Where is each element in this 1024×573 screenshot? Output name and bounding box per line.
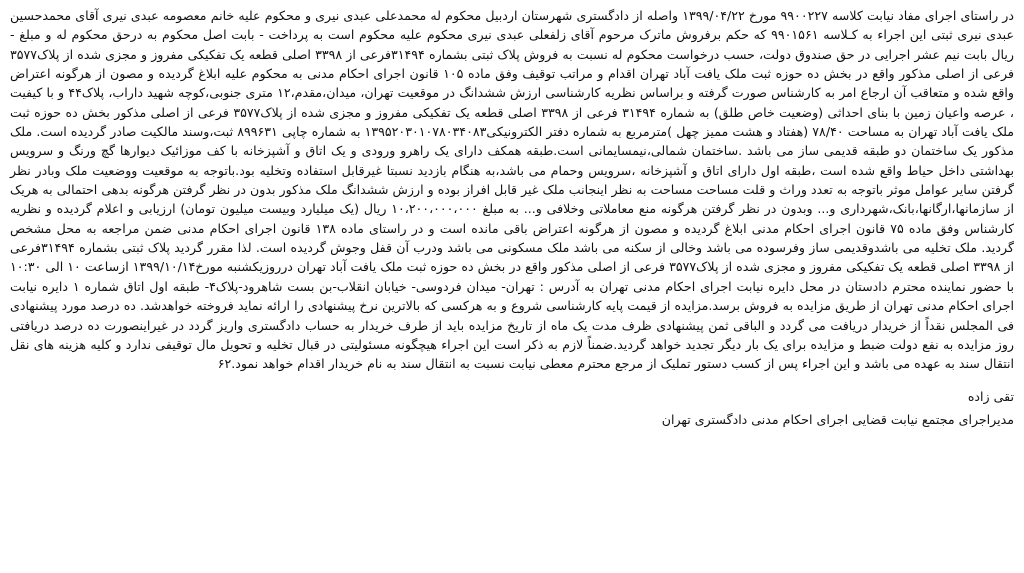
notice-body: در راستای اجرای مفاد نیابت کلاسه ۹۹۰۰۲۲۷ مورخ ۱۳۹۹/۰۴/۲۲ واصله از دادگستری شهرستان اردبیل محکوم له محمدعلی عبدی نیری و محکوم علیه خانم معصومه عبدی نیری آقای محمدحسین عبدی نیری ثبتی این اجراء به کـلاسه ۹۹۰۱۵۶۱ که حکم برفروش ماترک مرحوم آقای زلفعلی عبدی نیری محکوم علیه محکوم است به پرداخت - بابت اصل محکوم به درحق محکوم له و مبلغ - ریال بابت نیم عشر اجرایی در حق صندوق دولت، حسب درخواست محکوم له نسبت به فروش پلاک ثبتی بشماره ۳۱۴۹۴فرعی از ۳۳۹۸ اصلی قطعه یک تفکیکی مفروز و مجزی شده از پلاک۳۵۷۷ فرعی از اصلی مذکور واقع در بخش ده حوزه ثبت ملک یافت آباد تهران اقدام و مراتب توقیف وفق ماده ۱۰۵ قانون اجرای احکام مدنی به محکوم علیه ابلاغ گردیده و مصون از هرگونه اعتراض واقع شده و متعاقب آن ارجاع امر به کارشناس صورت گرفته و براساس نظریه کارشناسی ارزش ششدانگ در موقعیت تهران، میدان،مقدم،۱۲ متری جنوبی،کوچه شهید داراب، پلاک۴۴ و با کیفیت ، عرصه واعیان زمین با بنای احداثی (وضعیت خاص طلق) به شماره ۳۱۴۹۴ فرعی از ۳۳۹۸ اصلی قطعه یک تفکیکی مفروز و مجزی شده از پلاک۳۵۷۷ فرعی از اصلی مذکور بخش ده حوزه ثبت ملک یافت آباد تهران به مساحت ۷۸/۴۰ (هفتاد و هشت ممیز چهل )مترمربع به شماره دفتر الکترونیکی۱۳۹۵۲۰۳۰۱۰۷۸۰۳۴۰۸۳ به شماره چاپی ۸۹۹۶۳۱ ثبت،وسند مالکیت صادر گردیده است. ملک مذکور یک ساختمان دو طبقه قدیمی ساز می باشد .ساختمان شمالی،نیمسایمانی است.طبقه همکف دارای یک راهرو ورودی و یک اتاق و آشپزخانه با کف موزائیک دیوارها گچ ورنگ و سرویس بهداشتی داخل حیاط واقع شده است ،طبقه اول دارای اتاق و آشپزخانه ،سرویس وحمام می باشد،به هنگام بازدید نسبتا غیرقابل استفاده وتخلیه بود.باتوجه به موقعیت ووضعیت ملک وبادر نظر گرفتن سایر عوامل موثر باتوجه به تعدد وراث و قلت مساحت مساحت به نظر اینجانب ملک غیر قابل افراز بوده و ارزش ششدانگ ملک مذکور بدون در نظر گرفتن هرگونه بدهی احتمالی به هریک از سازمانها،ارگانها،بانک،شهرداری و... وبدون در نظر گرفتن هرگونه منع معاملاتی وخلافی و... به مبلغ ۱۰،۲۰۰،۰۰۰،۰۰۰ ریال (یک میلیارد وبیست میلیون تومان) ارزیابی و اعلام گردیده و نظریه کارشناس وفق ماده ۷۵ قانون اجرای احکام مدنی ابلاغ گردیده و مصون از هرگونه اعتراض باقی مانده است و در راستای ماده ۱۳۸ قانون اجرای احکام مدنی ضمن مراجعه به محل مشخص گردید. ملک تخلیه می باشدوقدیمی ساز وفرسوده می باشد وخالی از سکنه می باشد ملک مسکونی می باشد ودرب آن قفل وجوش گردیده است. لذا مقرر گردید پلاک ثبتی بشماره ۳۱۴۹۴فرعی از ۳۳۹۸ اصلی قطعه یک تفکیکی مفروز و مجزی شده از پلاک۳۵۷۷ فرعی از اصلی مذکور واقع در بخش ده حوزه ثبت ملک یافت آباد تهران درروزیکشنبه مورخ۱۳۹۹/۱۰/۱۴ ازساعت ۱۰ الی ۱۰:۳۰ با حضور نماینده محترم دادستان در محل دایره نیابت اجرای احکام مدنی تهران به آدرس : تهران- میدان فردوسی- خیابان انقلاب-بن بست شاهرود-پلاک۴- طبقه اول اتاق شماره ۱ دایره نیابت اجرای احکام مدنی تهران از طریق مزایده به فروش برسد.مزایده از قیمت پایه کارشناسی شروع و به هرکسی که بالاترین نرخ پیشنهادی را ارائه نماید فروخته خواهدشد. ده درصد مورد پیشنهادی فی المجلس نقداً از خریدار دریافت می گردد و الباقی ثمن پیشنهادی ظرف مدت یک ماه از تاریخ مزایده باید از طرف خریدار به حساب دادگستری واریز گردد در غیراینصورت ده درصد دریافتی روز مزایده به نفع دولت ضبط و مزایده برای یک بار دیگر تجدید خواهد گردید.ضمناً لازم به ذکر است این اجراء هیچگونه مسئولیتی در قبال تخلیه و تحویل مال توقیفی ندارد و کلیه هزینه های نقل انتقال سند به عهده می باشد و این اجراء پس از کسب دستور تملیک از مرجع محترم معطی نیابت نسبت به انتقال سند به نام خریدار اقدام خواهد نمود.۶۲ — [10, 8, 1015, 372]
signature-block — [10, 386, 1014, 430]
signer-name: تقی زاده — [967, 388, 1014, 404]
signer-title: مدیراجرای مجتمع نیابت قضایی اجرای احکام مدنی دادگستری تهران — [661, 411, 1014, 427]
legal-notice — [10, 6, 1014, 432]
